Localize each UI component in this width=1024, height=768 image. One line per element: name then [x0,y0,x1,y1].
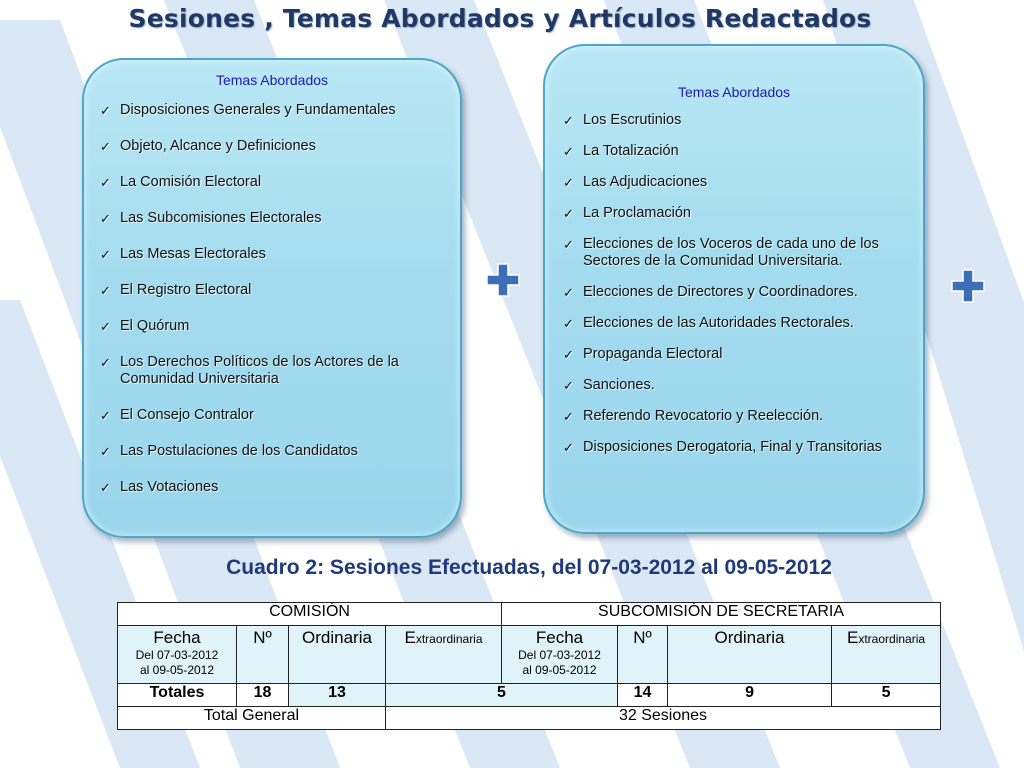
ordinaria-header: Ordinaria [668,626,832,684]
checkmark-icon: ✓ [100,211,111,226]
list-item: ✓ Las Mesas Electorales [100,246,266,262]
fecha-label: Fecha [535,628,584,647]
list-item: ✓ El Quórum [100,318,190,334]
extraordinaria-header: Extraordinaria [832,626,941,684]
fecha-from: Del 07-03-2012 [518,648,601,662]
checkmark-icon: ✓ [563,285,574,300]
list-item: ✓ El Consejo Contralor [100,407,254,423]
list-item: ✓ Los Escrutinios [563,112,682,128]
list-item: ✓ Elecciones de Directores y Coordinadores. [563,284,858,300]
list-item: ✓ Propaganda Electoral [563,346,723,362]
comision-header: COMISIÓN [118,603,502,626]
fecha-to: al 09-05-2012 [139,663,215,677]
list-item: ✓ Las Adjudicaciones [563,174,708,190]
list-item: ✓ Las Votaciones [100,479,219,495]
checkmark-icon: ✓ [563,206,574,221]
fecha-cell [502,626,618,684]
list-item: ✓ Disposiciones Generales y Fundamentales [100,102,396,118]
list-item: ✓ Elecciones de los Voceros de cada uno de los Sectores de la Comunidad Universitaria. [563,236,879,269]
numero-header: Nº [237,626,289,684]
checkmark-icon: ✓ [100,247,111,262]
comision-extraordinaria: 5 [386,684,618,707]
list-item: ✓ La Proclamación [563,205,691,221]
table-row [118,684,941,707]
list-item: ✓ Los Derechos Políticos de los Actores de la Comunidad Universitaria [100,354,399,387]
sessions-table [117,602,941,730]
page-title: Sesiones , Temas Abordados y Artículos Redactados [128,4,872,33]
table-row [118,626,941,684]
left-topics-panel [82,58,462,538]
right-topics-panel [543,44,925,534]
checkmark-icon: ✓ [563,316,574,331]
subcomision-numero: 14 [618,684,668,707]
right-topics-list [545,112,923,456]
list-item: ✓ Sanciones. [563,377,655,393]
list-item: ✓ Referendo Revocatorio y Reelección. [563,408,824,424]
plus-icon [950,268,986,304]
plus-icon [485,262,521,298]
checkmark-icon: ✓ [563,409,574,424]
total-general-value: 32 Sesiones [386,707,941,730]
comision-ordinaria: 13 [289,684,386,707]
ordinaria-header: Ordinaria [289,626,386,684]
checkmark-icon: ✓ [100,139,111,154]
checkmark-icon: ✓ [100,355,111,370]
extraordinaria-header: Extraordinaria [386,626,502,684]
subcomision-header: SUBCOMISIÓN DE SECRETARIA [502,603,941,626]
checkmark-icon: ✓ [100,175,111,190]
comision-numero: 18 [237,684,289,707]
checkmark-icon: ✓ [563,144,574,159]
total-general-label: Total General [118,707,386,730]
list-item: ✓ Las Postulaciones de los Candidatos [100,443,358,459]
checkmark-icon: ✓ [100,408,111,423]
checkmark-icon: ✓ [100,444,111,459]
subcomision-extraordinaria: 5 [832,684,941,707]
table-row [118,707,941,730]
checkmark-icon: ✓ [563,440,574,455]
fecha-from: Del 07-03-2012 [135,648,219,662]
totales-label: Totales [118,684,237,707]
checkmark-icon: ✓ [100,480,111,495]
list-item: ✓ Objeto, Alcance y Definiciones [100,138,316,154]
checkmark-icon: ✓ [563,378,574,393]
checkmark-icon: ✓ [100,103,111,118]
list-item: ✓ Elecciones de las Autoridades Rectorales. [563,315,854,331]
checkmark-icon: ✓ [563,175,574,190]
numero-header: Nº [618,626,668,684]
list-item: ✓ Disposiciones Derogatoria, Final y Transitorias [563,439,882,455]
checkmark-icon: ✓ [563,347,574,362]
subcomision-ordinaria: 9 [668,684,832,707]
list-item: ✓ El Registro Electoral [100,282,252,298]
list-item: ✓ La Totalización [563,143,679,159]
fecha-cell [118,626,237,684]
table-row [118,603,941,626]
left-topics-list [84,102,460,496]
checkmark-icon: ✓ [563,113,574,128]
list-item: ✓ Las Subcomisiones Electorales [100,210,322,226]
list-item: ✓ La Comisión Electoral [100,174,262,190]
right-panel-title: Temas Abordados [677,84,791,100]
left-panel-title: Temas Abordados [215,72,329,88]
fecha-to: al 09-05-2012 [522,663,597,677]
table-caption: Cuadro 2: Sesiones Efectuadas, del 07-03-2012 al 09-05-2012 [226,556,832,579]
checkmark-icon: ✓ [100,319,111,334]
fecha-label: Fecha [153,628,201,647]
checkmark-icon: ✓ [563,237,574,252]
checkmark-icon: ✓ [100,283,111,298]
